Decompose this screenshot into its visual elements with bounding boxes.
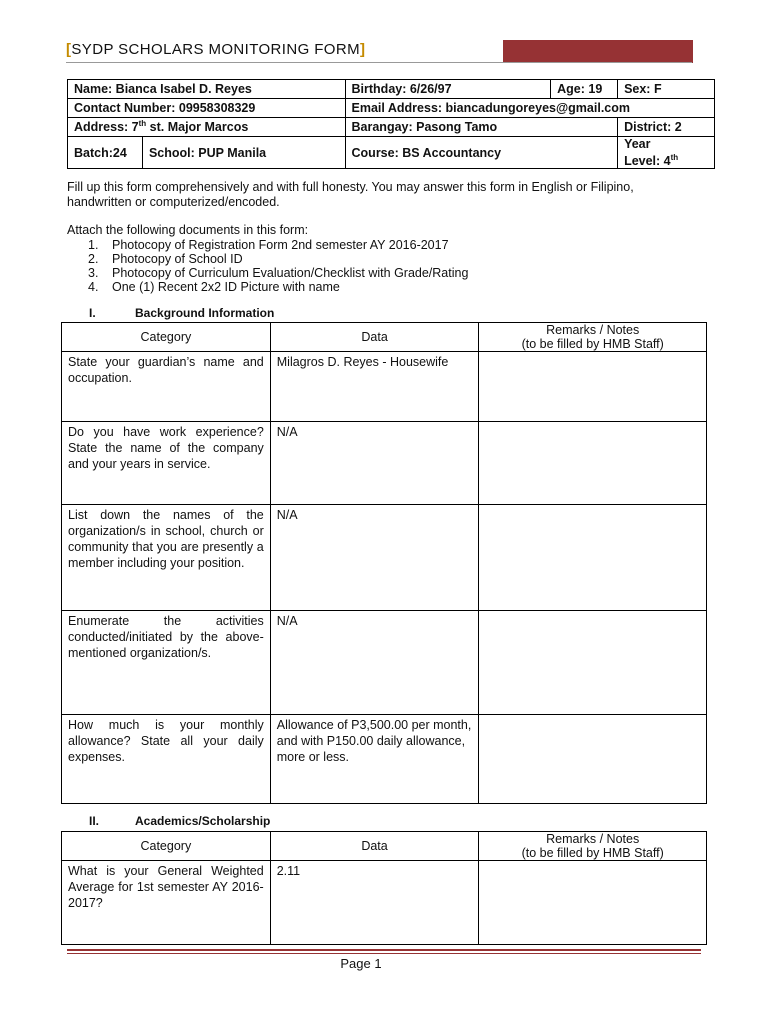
- list-item: [88, 238, 468, 252]
- category-cell: Enumerate the activities conducted/initiated by the above-mentioned organization/s.: [62, 611, 271, 715]
- address-suffix: st. Major Marcos: [146, 120, 249, 135]
- contact-cell: Contact Number: 09958308329: [68, 99, 346, 118]
- section-1-title: Background Information: [135, 306, 275, 320]
- list-text: Photocopy of School ID: [112, 252, 243, 266]
- personal-info-table: [67, 79, 715, 169]
- header-data: Data: [270, 832, 479, 861]
- list-number: 4.: [88, 280, 99, 294]
- category-cell: Do you have work experience? State the name of the company and your years in service.: [62, 422, 271, 505]
- attach-heading: Attach the following documents in this form:: [67, 223, 309, 237]
- list-text: Photocopy of Curriculum Evaluation/Checklist with Grade/Rating: [112, 266, 469, 280]
- section-1-heading: [89, 306, 274, 320]
- academics-table: [61, 831, 707, 945]
- page-number: Page 1: [340, 956, 382, 971]
- data-cell[interactable]: N/A: [270, 505, 479, 611]
- list-number: 3.: [88, 266, 99, 280]
- table-row: [62, 422, 707, 505]
- header-category: Category: [62, 323, 271, 352]
- category-cell: How much is your monthly allowance? State all your daily expenses.: [62, 715, 271, 804]
- list-item: [88, 280, 468, 294]
- remarks-subtitle: (to be filled by HMB Staff): [521, 337, 664, 351]
- data-cell[interactable]: Milagros D. Reyes - Housewife: [270, 352, 479, 422]
- barangay-cell: Barangay: Pasong Tamo: [345, 118, 618, 137]
- data-cell[interactable]: Allowance of P3,500.00 per month, and with P150.00 daily allowance, more or less.: [270, 715, 479, 804]
- list-text: One (1) Recent 2x2 ID Picture with name: [112, 280, 340, 294]
- title-bracket-close: ]: [360, 41, 366, 58]
- list-item: [88, 266, 468, 280]
- footer-rule-thick: [67, 949, 701, 951]
- title-text: SYDP SCHOLARS MONITORING FORM: [71, 41, 360, 58]
- section-1-number: I.: [89, 306, 96, 320]
- address-sup: th: [138, 119, 147, 129]
- name-cell: Name: Bianca Isabel D. Reyes: [68, 80, 346, 99]
- section-2-heading: [89, 814, 270, 828]
- header-data: Data: [270, 323, 479, 352]
- year-label: Year: [624, 137, 651, 151]
- age-cell: Age: 19: [551, 80, 618, 99]
- remarks-cell[interactable]: [479, 611, 707, 715]
- table-row: [62, 505, 707, 611]
- section-2-title: Academics/Scholarship: [135, 814, 271, 828]
- address-cell: [68, 118, 346, 137]
- list-number: 1.: [88, 238, 99, 252]
- remarks-cell[interactable]: [479, 505, 707, 611]
- address-prefix: Address: 7: [74, 120, 139, 135]
- remarks-title: Remarks / Notes: [546, 832, 640, 846]
- birthday-cell: Birthday: 6/26/97: [345, 80, 551, 99]
- header-category: Category: [62, 832, 271, 861]
- table-row: [62, 611, 707, 715]
- header-rule: [66, 62, 692, 63]
- remarks-cell[interactable]: [479, 422, 707, 505]
- school-cell: School: PUP Manila: [142, 137, 345, 169]
- list-item: [88, 252, 468, 266]
- batch-cell: Batch:24: [68, 137, 143, 169]
- remarks-subtitle: (to be filled by HMB Staff): [521, 846, 664, 860]
- remarks-title: Remarks / Notes: [546, 323, 640, 337]
- remarks-cell[interactable]: [479, 861, 707, 945]
- year-level-value: Level: 4: [624, 154, 671, 169]
- form-title: [66, 41, 365, 58]
- header-remarks: [479, 832, 707, 861]
- category-cell: What is your General Weighted Average for 1st semester AY 2016-2017?: [62, 861, 271, 945]
- table-row: [62, 352, 707, 422]
- data-cell[interactable]: 2.11: [270, 861, 479, 945]
- header-red-block: [503, 40, 693, 63]
- course-cell: Course: BS Accountancy: [345, 137, 618, 169]
- data-cell[interactable]: N/A: [270, 611, 479, 715]
- district-cell: District: 2: [618, 118, 715, 137]
- year-sup: th: [670, 153, 679, 162]
- instructions-line-1: Fill up this form comprehensively and with full honesty. You may answer this form in English or Filipino,: [67, 180, 634, 194]
- background-info-table: [61, 322, 707, 804]
- attachment-list: [88, 238, 468, 294]
- list-text: Photocopy of Registration Form 2nd semester AY 2016-2017: [112, 238, 449, 252]
- footer-rule-thin: [67, 953, 701, 954]
- table-row: [62, 715, 707, 804]
- remarks-cell[interactable]: [479, 715, 707, 804]
- title-bracket-open: [: [66, 41, 72, 58]
- section-2-number: II.: [89, 814, 100, 828]
- remarks-cell[interactable]: [479, 352, 707, 422]
- instructions-line-2: handwritten or computerized/encoded.: [67, 195, 280, 209]
- email-cell: Email Address: biancadungoreyes@gmail.com: [345, 99, 714, 118]
- list-number: 2.: [88, 252, 99, 266]
- data-cell[interactable]: N/A: [270, 422, 479, 505]
- category-cell: State your guardian’s name and occupation.: [62, 352, 271, 422]
- header-remarks: [479, 323, 707, 352]
- table-row: [62, 861, 707, 945]
- category-cell: List down the names of the organization/s in school, church or community that you are presently a member including your position.: [62, 505, 271, 611]
- instructions-paragraph: [67, 180, 634, 210]
- sex-cell: Sex: F: [618, 80, 715, 99]
- year-level-cell: [618, 137, 715, 169]
